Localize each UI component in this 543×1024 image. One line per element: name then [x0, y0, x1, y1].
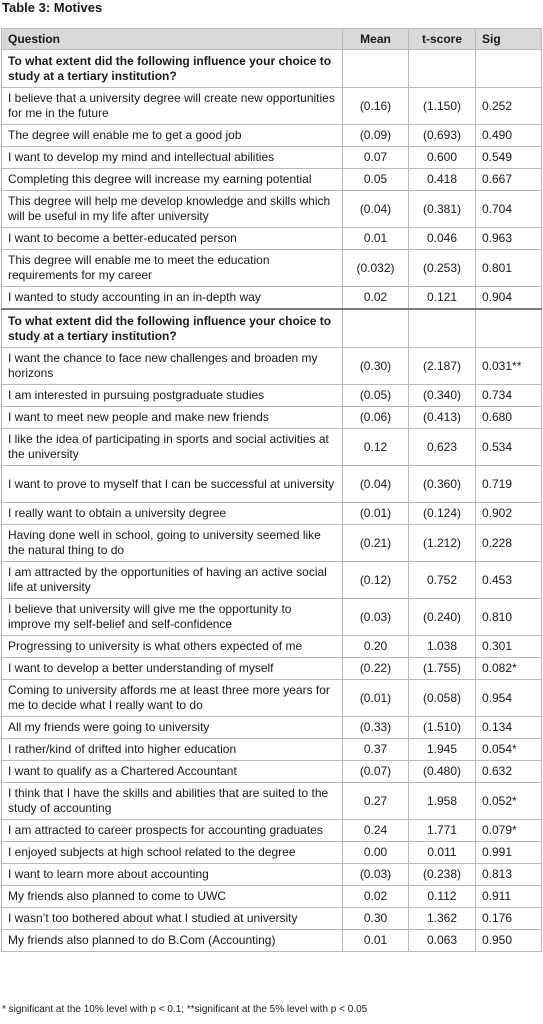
mean-cell: 0.02	[343, 886, 409, 908]
tscore-cell: 0.011	[409, 842, 476, 864]
table-row	[2, 783, 542, 820]
question-cell: Completing this degree will increase my earning potential	[2, 169, 343, 191]
tscore-cell: (0.381)	[409, 191, 476, 228]
table-row	[2, 658, 542, 680]
table-row	[2, 429, 542, 466]
tscore-cell: (0.360)	[409, 466, 476, 503]
footnote: * significant at the 10% level with p < 0.1; **significant at the 5% level with p < 0.05	[2, 1004, 368, 1015]
question-cell: I am interested in pursuing postgraduate studies	[2, 385, 343, 407]
table-row	[2, 407, 542, 429]
tscore-cell: (1.510)	[409, 717, 476, 739]
sig-cell: 0.252	[476, 88, 542, 125]
question-cell: This degree will enable me to meet the education requirements for my career	[2, 250, 343, 287]
mean-cell: (0.22)	[343, 658, 409, 680]
table-row	[2, 599, 542, 636]
question-cell: I want to become a better-educated person	[2, 228, 343, 250]
mean-cell: 0.24	[343, 820, 409, 842]
empty-cell	[343, 309, 409, 348]
question-cell: This degree will help me develop knowledge and skills which will be useful in my life after university	[2, 191, 343, 228]
tscore-cell: 0.600	[409, 147, 476, 169]
table-row	[2, 908, 542, 930]
mean-cell: (0.16)	[343, 88, 409, 125]
empty-cell	[409, 309, 476, 348]
tscore-cell: (0.058)	[409, 680, 476, 717]
mean-cell: (0.12)	[343, 562, 409, 599]
question-cell: I believe that university will give me the opportunity to improve my self-belief and self-confidence	[2, 599, 343, 636]
sig-cell: 0.301	[476, 636, 542, 658]
question-cell: My friends also planned to come to UWC	[2, 886, 343, 908]
sig-cell: 0.549	[476, 147, 542, 169]
sig-cell: 0.810	[476, 599, 542, 636]
sig-cell: 0.954	[476, 680, 542, 717]
table-row	[2, 820, 542, 842]
sig-cell: 0.963	[476, 228, 542, 250]
table-row	[2, 842, 542, 864]
section-heading: To what extent did the following influence your choice to study at a tertiary institution?	[2, 50, 343, 88]
question-cell: I want to qualify as a Chartered Accountant	[2, 761, 343, 783]
tscore-cell: (0.124)	[409, 503, 476, 525]
question-cell: I want to develop a better understanding of myself	[2, 658, 343, 680]
table-row	[2, 503, 542, 525]
mean-cell: (0.01)	[343, 503, 409, 525]
sig-cell: 0.667	[476, 169, 542, 191]
sig-cell: 0.719	[476, 466, 542, 503]
table-row	[2, 864, 542, 886]
header-row	[2, 29, 542, 50]
tscore-cell: 1.958	[409, 783, 476, 820]
table-row	[2, 466, 542, 503]
table-row	[2, 88, 542, 125]
question-cell: All my friends were going to university	[2, 717, 343, 739]
mean-cell: (0.07)	[343, 761, 409, 783]
sig-cell: 0.228	[476, 525, 542, 562]
question-cell: I am attracted by the opportunities of having an active social life at university	[2, 562, 343, 599]
table-row	[2, 125, 542, 147]
mean-cell: (0.01)	[343, 680, 409, 717]
sig-cell: 0.176	[476, 908, 542, 930]
section-heading-row	[2, 309, 542, 348]
table-title: Table 3: Motives	[2, 0, 103, 15]
question-cell: I like the idea of participating in sports and social activities at the university	[2, 429, 343, 466]
table-row	[2, 250, 542, 287]
question-cell: I believe that a university degree will create new opportunities for me in the future	[2, 88, 343, 125]
sig-cell: 0.453	[476, 562, 542, 599]
table-row	[2, 169, 542, 191]
header-sig: Sig	[476, 29, 542, 50]
table-row	[2, 930, 542, 952]
question-cell: I really want to obtain a university degree	[2, 503, 343, 525]
table-row	[2, 287, 542, 310]
tscore-cell: 1.362	[409, 908, 476, 930]
question-cell: I enjoyed subjects at high school related to the degree	[2, 842, 343, 864]
question-cell: I want to meet new people and make new friends	[2, 407, 343, 429]
mean-cell: 0.02	[343, 287, 409, 310]
motives-table	[1, 28, 542, 952]
header-mean: Mean	[343, 29, 409, 50]
sig-cell: 0.950	[476, 930, 542, 952]
mean-cell: 0.01	[343, 228, 409, 250]
mean-cell: 0.05	[343, 169, 409, 191]
mean-cell: (0.33)	[343, 717, 409, 739]
mean-cell: (0.06)	[343, 407, 409, 429]
sig-cell: 0.704	[476, 191, 542, 228]
sig-cell: 0.490	[476, 125, 542, 147]
tscore-cell: (0.340)	[409, 385, 476, 407]
question-cell: My friends also planned to do B.Com (Accounting)	[2, 930, 343, 952]
sig-cell: 0.734	[476, 385, 542, 407]
question-cell: Having done well in school, going to university seemed like the natural thing to do	[2, 525, 343, 562]
question-cell: I want to learn more about accounting	[2, 864, 343, 886]
tscore-cell: (1.150)	[409, 88, 476, 125]
table-row	[2, 191, 542, 228]
section-heading: To what extent did the following influence your choice to study at a tertiary institution?	[2, 309, 343, 348]
mean-cell: 0.07	[343, 147, 409, 169]
mean-cell: (0.03)	[343, 864, 409, 886]
mean-cell: 0.20	[343, 636, 409, 658]
sig-cell: 0.134	[476, 717, 542, 739]
tscore-cell: 0.063	[409, 930, 476, 952]
sig-cell: 0.054*	[476, 739, 542, 761]
mean-cell: (0.21)	[343, 525, 409, 562]
tscore-cell: (0.480)	[409, 761, 476, 783]
table-row	[2, 717, 542, 739]
tscore-cell: 0.623	[409, 429, 476, 466]
tscore-cell: 1.038	[409, 636, 476, 658]
empty-cell	[409, 50, 476, 88]
tscore-cell: 0.752	[409, 562, 476, 599]
tscore-cell: (2.187)	[409, 348, 476, 385]
sig-cell: 0.082*	[476, 658, 542, 680]
tscore-cell: 1.771	[409, 820, 476, 842]
header-question: Question	[2, 29, 343, 50]
table-body	[2, 50, 542, 952]
tscore-cell: 0.121	[409, 287, 476, 310]
question-cell: Coming to university affords me at least three more years for me to decide what I really want to do	[2, 680, 343, 717]
table-row	[2, 886, 542, 908]
sig-cell: 0.031**	[476, 348, 542, 385]
question-cell: The degree will enable me to get a good job	[2, 125, 343, 147]
tscore-cell: (0.413)	[409, 407, 476, 429]
mean-cell: 0.01	[343, 930, 409, 952]
tscore-cell: (1.212)	[409, 525, 476, 562]
mean-cell: 0.27	[343, 783, 409, 820]
question-cell: I want the chance to face new challenges and broaden my horizons	[2, 348, 343, 385]
question-cell: I think that I have the skills and abilities that are suited to the study of accounting	[2, 783, 343, 820]
empty-cell	[476, 309, 542, 348]
table-row	[2, 348, 542, 385]
tscore-cell: (1.755)	[409, 658, 476, 680]
table-row	[2, 385, 542, 407]
tscore-cell: 0.112	[409, 886, 476, 908]
sig-cell: 0.911	[476, 886, 542, 908]
table-row	[2, 562, 542, 599]
mean-cell: (0.05)	[343, 385, 409, 407]
table-row	[2, 680, 542, 717]
mean-cell: (0.04)	[343, 191, 409, 228]
question-cell: I want to prove to myself that I can be successful at university	[2, 466, 343, 503]
mean-cell: 0.37	[343, 739, 409, 761]
sig-cell: 0.632	[476, 761, 542, 783]
empty-cell	[343, 50, 409, 88]
tscore-cell: 1.945	[409, 739, 476, 761]
sig-cell: 0.680	[476, 407, 542, 429]
table-row	[2, 525, 542, 562]
mean-cell: 0.00	[343, 842, 409, 864]
question-cell: I wanted to study accounting in an in-depth way	[2, 287, 343, 310]
mean-cell: 0.12	[343, 429, 409, 466]
sig-cell: 0.904	[476, 287, 542, 310]
section-heading-row	[2, 50, 542, 88]
tscore-cell: (0.693)	[409, 125, 476, 147]
sig-cell: 0.902	[476, 503, 542, 525]
table-row	[2, 636, 542, 658]
tscore-cell: 0.418	[409, 169, 476, 191]
table-row	[2, 739, 542, 761]
question-cell: I am attracted to career prospects for accounting graduates	[2, 820, 343, 842]
empty-cell	[476, 50, 542, 88]
header-tscore: t-score	[409, 29, 476, 50]
mean-cell: (0.03)	[343, 599, 409, 636]
sig-cell: 0.813	[476, 864, 542, 886]
question-cell: Progressing to university is what others expected of me	[2, 636, 343, 658]
table-row	[2, 147, 542, 169]
tscore-cell: (0.240)	[409, 599, 476, 636]
sig-cell: 0.801	[476, 250, 542, 287]
tscore-cell: (0.253)	[409, 250, 476, 287]
sig-cell: 0.052*	[476, 783, 542, 820]
sig-cell: 0.991	[476, 842, 542, 864]
mean-cell: (0.032)	[343, 250, 409, 287]
table-row	[2, 761, 542, 783]
tscore-cell: (0.238)	[409, 864, 476, 886]
question-cell: I wasn’t too bothered about what I studied at university	[2, 908, 343, 930]
sig-cell: 0.534	[476, 429, 542, 466]
table-row	[2, 228, 542, 250]
mean-cell: (0.04)	[343, 466, 409, 503]
mean-cell: 0.30	[343, 908, 409, 930]
mean-cell: (0.30)	[343, 348, 409, 385]
sig-cell: 0.079*	[476, 820, 542, 842]
question-cell: I rather/kind of drifted into higher education	[2, 739, 343, 761]
tscore-cell: 0.046	[409, 228, 476, 250]
mean-cell: (0.09)	[343, 125, 409, 147]
question-cell: I want to develop my mind and intellectual abilities	[2, 147, 343, 169]
